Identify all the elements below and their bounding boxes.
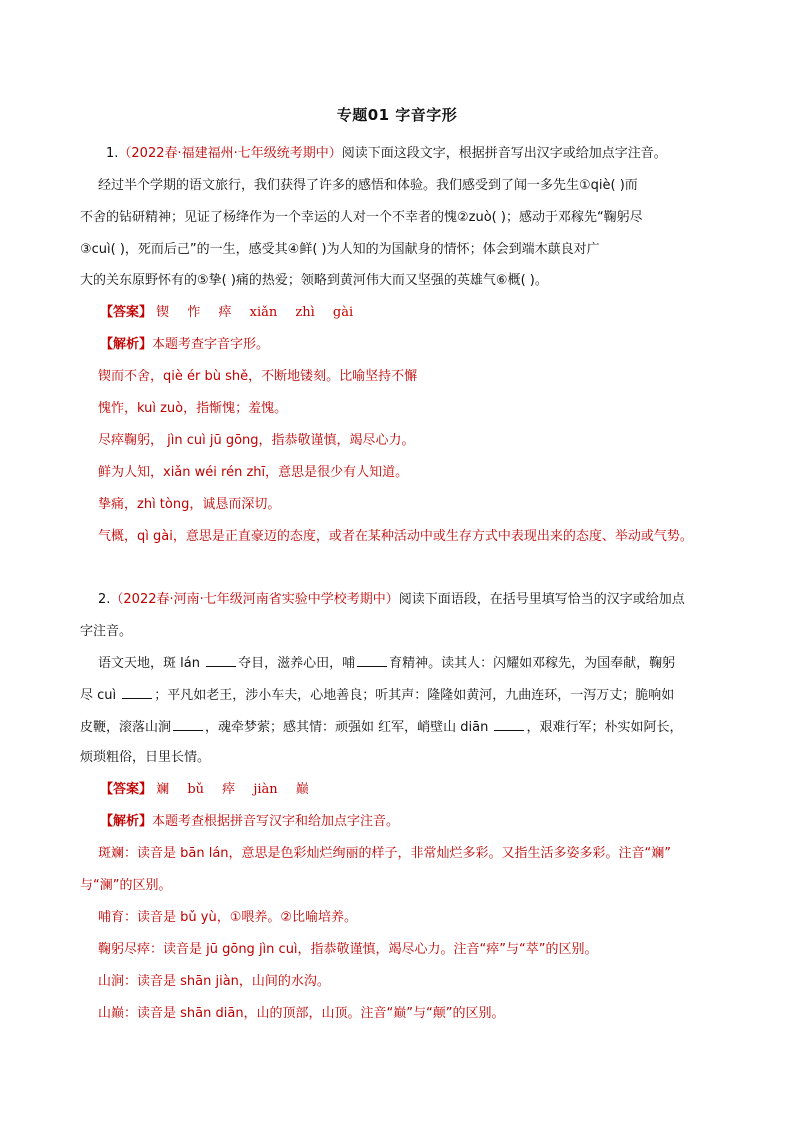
question-1-header (106, 144, 667, 164)
answer-item: 瘁 (222, 782, 236, 797)
page-title: 专题01 字音字形 (336, 106, 458, 124)
para-text: 尽 cuì (80, 688, 121, 703)
fill-blank[interactable] (357, 655, 387, 667)
para-text: 育精神。读其人：闪耀如邓稼先，为国奉献，鞠躬 (389, 656, 676, 671)
analysis-line: 山巅：读音是 shān diān，山的顶部，山顶。注音“巅”与“颠”的区别。 (98, 1006, 505, 1021)
para-text: ；平凡如老王，涉小车夫，心地善良；听其声：隆隆如黄河，九曲连环，一泻万丈；脆响如 (154, 688, 675, 703)
question-2-header-cont: 字注音。 (80, 624, 133, 639)
analysis-line: 山涧：读音是 shān jiàn，山间的水沟。 (98, 974, 330, 989)
question-1-answer (100, 303, 367, 323)
question-2-source: （2022春·河南·七年级河南省实验中学校考期中） (110, 592, 399, 607)
question-2-para-line (80, 686, 674, 706)
answer-item: 怍 (187, 305, 201, 320)
analysis-line: 鲜为人知，xiǎn wéi rén zhī，意思是很少有人知道。 (98, 465, 409, 480)
answer-label: 【答案】 (100, 782, 153, 797)
para-text: 夺目，滋养心田，哺 (238, 656, 356, 671)
answer-item: 锲 (156, 305, 170, 320)
question-2-analysis-header (100, 812, 399, 832)
analysis-line: 哺育：读音是 bǔ yù，①喂养。②比喻培养。 (98, 910, 357, 925)
question-2-answer (100, 780, 323, 800)
question-2-header (98, 590, 685, 610)
para-text: 皮鞭，滚落山涧 (80, 720, 172, 735)
analysis-intro: 本题考查根据拼音写汉字和给加点字注音。 (152, 814, 400, 829)
answer-item: jiàn (253, 782, 278, 797)
question-2-para-line (80, 718, 683, 738)
question-1-number: 1. (106, 146, 119, 161)
analysis-line: 挚痛，zhì tòng，诚恳而深切。 (98, 497, 281, 512)
answer-item: 巅 (295, 782, 309, 797)
answer-item: 斓 (156, 782, 170, 797)
question-1-analysis-header (100, 335, 269, 355)
para-text: ，魂牵梦萦；感其情：顽强如 红军，峭壁山 diān (205, 720, 493, 735)
question-1-para-line: ③cuì( )，死而后己”的一生，感受其④鲜( )为人知的为国献身的情怀；体会到端木蕻良对广 (80, 242, 600, 257)
fill-blank[interactable] (173, 719, 203, 731)
para-text: 语文天地，斑 lán (98, 656, 205, 671)
analysis-line: 尽瘁鞠躬， jìn cuì jū gōng，指恭敬谨慎，竭尽心力。 (98, 433, 415, 448)
question-2-number: 2. (98, 592, 111, 607)
analysis-line: 气概，qì gài，意思是正直豪迈的态度，或者在某种活动中或生存方式中表现出来的态度、举动或气势。 (98, 529, 693, 544)
question-1-prompt: 阅读下面这段文字，根据拼音写出汉字或给加点字注音。 (341, 146, 667, 161)
question-1-para-line: 经过半个学期的语文旅行，我们获得了许多的感悟和体验。我们感受到了闻一多先生①qiè( )而 (98, 178, 638, 193)
fill-blank[interactable] (122, 687, 152, 699)
answer-label: 【答案】 (100, 305, 153, 320)
analysis-label: 【解析】 (100, 814, 153, 829)
answer-item: 瘁 (218, 305, 232, 320)
question-1-para-line: 大的关东原野怀有的⑤挚( )痛的热爱；领略到黄河伟大而又坚强的英雄气⑥概( )。 (80, 273, 548, 288)
para-text: ，艰难行军；朴实如阿长， (526, 720, 683, 735)
question-2-para-line: 烦琐粗俗，日里长情。 (80, 750, 211, 765)
analysis-line: 锲而不舍，qiè ér bù shě，不断地镂刻。比喻坚持不懈 (98, 369, 418, 384)
fill-blank[interactable] (206, 655, 236, 667)
analysis-line: 斑斓：读音是 bān lán，意思是色彩灿烂绚丽的样子，非常灿烂多彩。又指生活多姿多彩。注音“斓” (98, 846, 672, 861)
analysis-line: 愧怍，kuì zuò，指惭愧；羞愧。 (98, 401, 288, 416)
answer-item: gài (332, 305, 354, 320)
question-1-source: （2022春·福建福州·七年级统考期中） (118, 146, 342, 161)
answer-item: zhì (295, 305, 315, 320)
question-2-prompt: 阅读下面语段，在括号里填写恰当的汉字或给加点 (398, 592, 685, 607)
question-1-para-line: 不舍的钻研精神；见证了杨绛作为一个幸运的人对一个不幸者的愧②zuò( )；感动于邓稼先“鞠躬尽 (80, 210, 643, 225)
question-2-para-line (98, 654, 675, 674)
analysis-label: 【解析】 (100, 337, 153, 352)
analysis-intro: 本题考查字音字形。 (152, 337, 270, 352)
answer-item: xiǎn (249, 305, 278, 320)
analysis-line: 鞠躬尽瘁：读音是 jū gōng jìn cuì，指恭敬谨慎，竭尽心力。注音“瘁”与“萃”的区别。 (98, 942, 598, 957)
answer-item: bǔ (187, 782, 205, 797)
fill-blank[interactable] (494, 719, 524, 731)
analysis-line: 与“澜”的区别。 (80, 878, 172, 893)
